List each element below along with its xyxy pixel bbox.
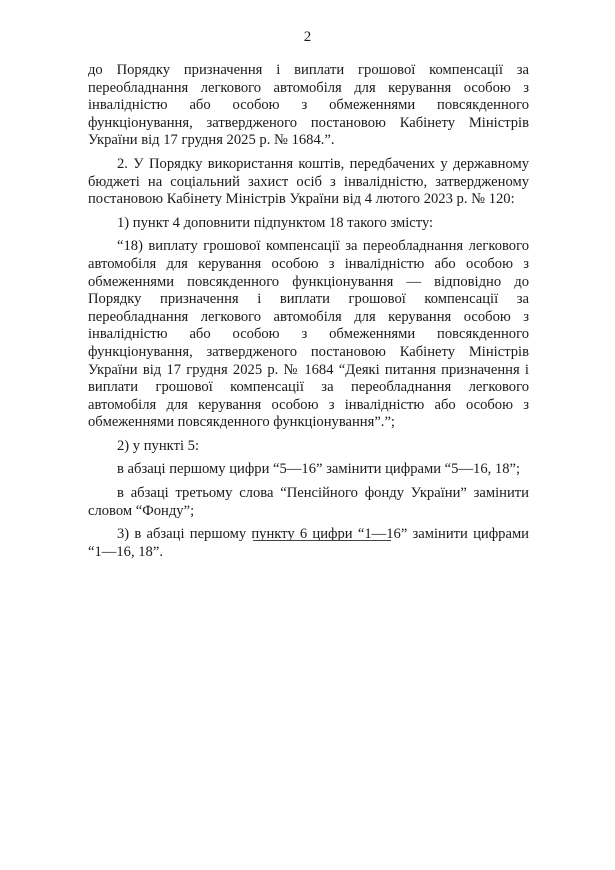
page-number: 2 (303, 29, 312, 45)
document-body (88, 62, 529, 567)
paragraph-subitem-3: 3) в абзаці першому пункту 6 цифри “1—16” замінити цифрами “1—16, 18”. (88, 526, 529, 560)
closing-separator-line (253, 540, 391, 541)
paragraph-first-abzats: в абзаці першому цифри “5—16” замінити цифрами “5—16, 18”; (117, 461, 521, 478)
paragraph-subitem-1: 1) пункт 4 доповнити підпунктом 18 такого змісту: (117, 214, 434, 231)
paragraph-item-2: 2. У Порядку використання коштів, передбачених у державному бюджеті на соціальний захист осіб з інвалідністю, затвердженому постановою Кабінету Міністрів України від 4 лютого 2023 р. № 120: (88, 155, 529, 208)
paragraph-quoted-subpoint-18: “18) виплату грошової компенсації за переобладнання легкового автомобіля для керування особою з інвалідністю або особою з обмеженнями повсякденного функціонування — відповідно до Порядку призначення і виплати грошової компенсації за переобладнання легкового автомобіля для керування особою з інвалідністю або особою з обмеженнями повсякденного функціонування, затвердженого постановою Кабінету Міністрів України від 17 грудня 2025 р. № 1684 “Деякі питання призначення і виплати грошової компенсації за переобладнання легкового автомобіля для керування особою з інвалідністю або особою з обмеженнями повсякденного функціонування”.”; (88, 238, 529, 431)
paragraph-continuation: до Порядку призначення і виплати грошової компенсації за переобладнання легкового автомобіля для керування особою з інвалідністю або особою з обмеженнями повсякденного функціонування, затвердженого постановою Кабінету Міністрів України від 17 грудня 2025 р. № 1684.”. (88, 62, 529, 149)
paragraph-subitem-2: 2) у пункті 5: (117, 437, 199, 454)
paragraph-third-abzats: в абзаці третьому слова “Пенсійного фонду України” замінити словом “Фонду”; (88, 485, 529, 519)
